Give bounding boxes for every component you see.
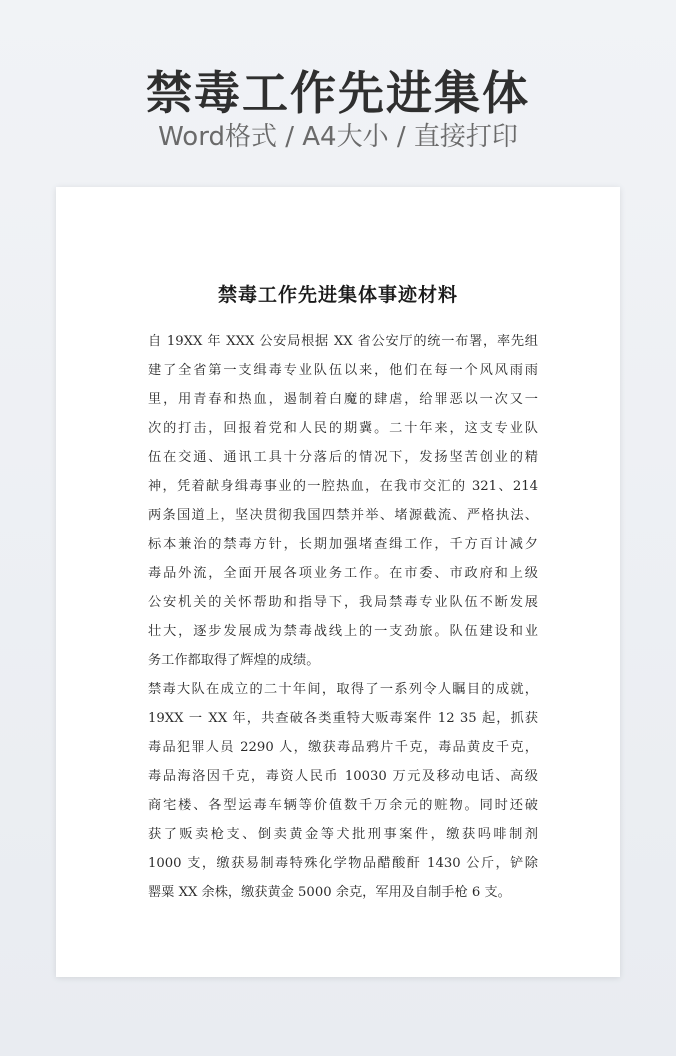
document-body: [148, 327, 538, 907]
page-title: 禁毒工作先进集体: [146, 66, 530, 120]
body-line: 罂粟 XX 余株，缴获黄金 5000 余克，军用及自制手枪 6 支。: [148, 885, 511, 900]
body-line: 禁毒大队在成立的二十年间，取得了一系列令人瞩目的成就，: [148, 682, 538, 697]
body-line: 里，用青春和热血，遏制着白魔的肆虐，给罪恶以一次又一: [148, 392, 538, 407]
body-line: 务工作都取得了辉煌的成绩。: [148, 653, 320, 668]
body-line: 商宅楼、各型运毒车辆等价值数千万余元的赃物。同时还破: [148, 798, 538, 813]
body-line: 毒品外流，全面开展各项业务工作。在市委、市政府和上级: [148, 566, 538, 581]
body-line: 伍在交通、通讯工具十分落后的情况下，发扬坚苦创业的精: [148, 450, 538, 465]
body-line: 自 19XX 年 XXX 公安局根据 XX 省公安厅的统一布署，率先组: [148, 334, 538, 349]
body-line: 标本兼治的禁毒方针，长期加强堵查缉工作，千方百计减夕: [148, 537, 538, 552]
header-banner: [0, 0, 676, 180]
body-line: 19XX 一 XX 年，共查破各类重特大贩毒案件 12 35 起，抓获: [148, 711, 538, 726]
body-line: 毒品海洛因千克，毒资人民币 10030 万元及移动电话、高级: [148, 769, 538, 784]
body-line: 公安机关的关怀帮助和指导下，我局禁毒专业队伍不断发展: [148, 595, 538, 610]
document-page: [56, 187, 620, 977]
body-line: 毒品犯罪人员 2290 人，缴获毒品鸦片千克，毒品黄皮千克，: [148, 740, 538, 755]
body-line: 建了全省第一支缉毒专业队伍以来，他们在每一个风风雨雨: [148, 363, 538, 378]
page-subtitle: Word格式 / A4大小 / 直接打印: [158, 122, 518, 152]
body-line: 两条国道上，坚决贯彻我国四禁并举、堵源截流、严格执法、: [148, 508, 538, 523]
body-line: 壮大，逐步发展成为禁毒战线上的一支劲旅。队伍建设和业: [148, 624, 538, 639]
body-line: 次的打击，回报着党和人民的期冀。二十年来，这支专业队: [148, 421, 538, 436]
body-line: 神，凭着献身缉毒事业的一腔热血，在我市交汇的 321、214: [148, 479, 538, 494]
body-line: 1000 支，缴获易制毒特殊化学物品醋酸酐 1430 公斤，铲除: [148, 856, 538, 871]
document-title: 禁毒工作先进集体事迹材料: [217, 284, 458, 306]
body-line: 获了贩卖枪支、倒卖黄金等犬批刑事案件，缴获吗啡制剂: [148, 827, 538, 842]
